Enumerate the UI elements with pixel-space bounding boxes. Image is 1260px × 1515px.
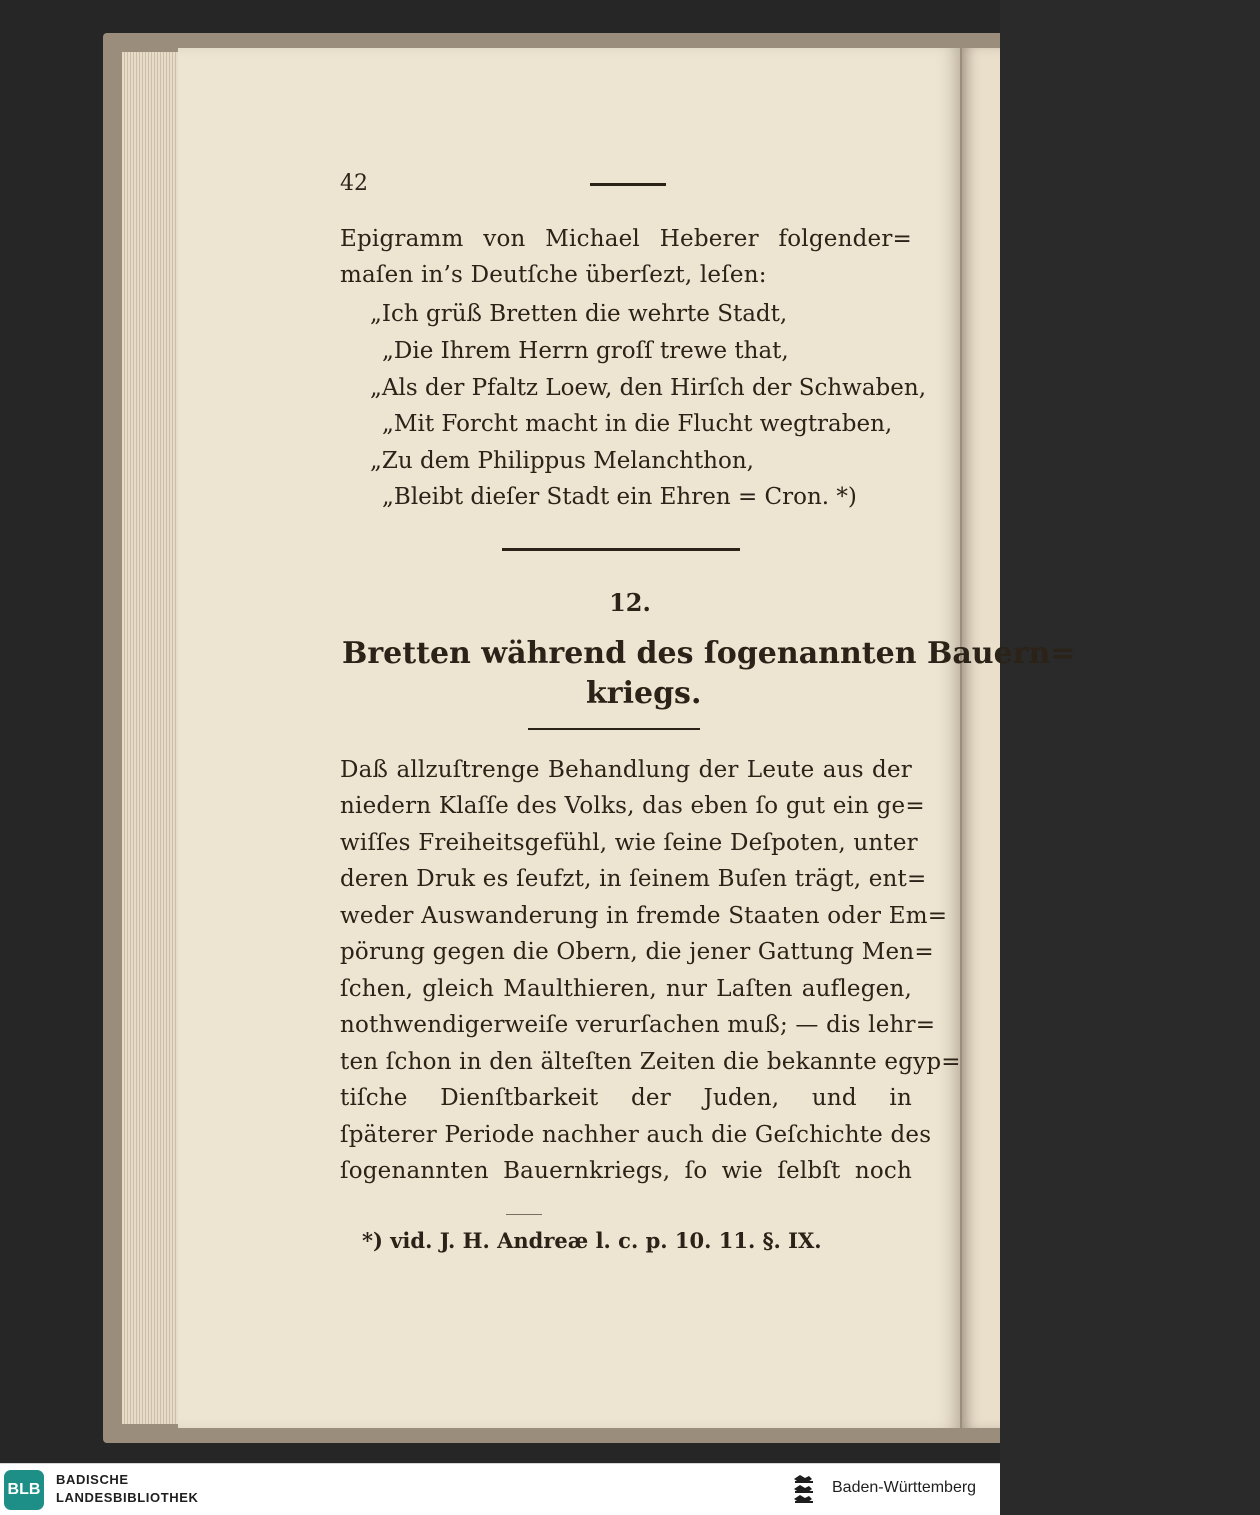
verse-line-6: „Bleibt dieſer Stadt ein Ehren = Cron. *): [382, 484, 857, 510]
state-name[interactable]: Baden-Württemberg: [832, 1479, 977, 1496]
body-line-6: pörung gegen die Obern, die jener Gattung Men=: [340, 939, 934, 965]
section-title-line-1: Bretten während des ſogenannten Bauern=: [342, 636, 1076, 671]
viewer-footer: [0, 1463, 1000, 1515]
body-line-1: Daß allzuſtrenge Behandlung der Leute aus der: [340, 757, 912, 783]
section-title-line-2: kriegs.: [586, 676, 702, 711]
blb-logo[interactable]: BLB: [4, 1470, 44, 1510]
footnote: *) vid. J. H. Andreæ l. c. p. 10. 11. §. IX.: [362, 1228, 822, 1253]
body-line-11: ſpäterer Periode nachher auch die Geſchichte des: [340, 1122, 932, 1148]
body-line-4: deren Druk es ſeufzt, in ſeinem Buſen trägt, ent=: [340, 866, 927, 892]
facing-page-edge: [962, 48, 1000, 1428]
book-page: [178, 48, 960, 1428]
header-rule: [590, 183, 666, 186]
section-number: 12.: [609, 588, 651, 617]
footnote-separator: [506, 1214, 542, 1215]
library-name-line-2: LANDESBIBLIOTHEK: [56, 1490, 199, 1505]
epigram-line-1: Epigramm von Michael Heberer folgender=: [340, 226, 912, 252]
body-line-2: niedern Klaſſe des Volks, das eben ſo gut ein ge=: [340, 793, 925, 819]
body-line-8: nothwendigerweiſe verurſachen muß; — dis lehr=: [340, 1012, 936, 1038]
verse-line-4: „Mit Forcht macht in die Flucht wegtraben,: [382, 411, 893, 437]
body-line-7: ſchen, gleich Maulthieren, nur Laſten auflegen,: [340, 976, 912, 1002]
library-name-line-1: BADISCHE: [56, 1472, 129, 1487]
epigram-line-2: maſen in’s Deutſche überſezt, leſen:: [340, 262, 767, 288]
body-line-9: ten ſchon in den älteſten Zeiten die bekannte egyp=: [340, 1049, 961, 1075]
body-line-3: wiſſes Freiheitsgefühl, wie ſeine Deſpoten, unter: [340, 830, 918, 856]
section-divider-bottom: [528, 728, 700, 730]
body-line-12: ſogenannten Bauernkriegs, ſo wie ſelbſt noch: [340, 1158, 912, 1184]
verse-line-2: „Die Ihrem Herrn groſſ trewe that,: [382, 338, 789, 364]
body-line-10: tiſche Dienſtbarkeit der Juden, und in: [340, 1085, 912, 1111]
baden-wuerttemberg-lions-icon: [790, 1472, 826, 1508]
verse-line-3: „Als der Pfaltz Loew, den Hirſch der Schwaben,: [370, 375, 927, 401]
section-divider-top: [502, 548, 740, 551]
verse-line-1: „Ich grüß Bretten die wehrte Stadt,: [370, 301, 788, 327]
page-number: 42: [340, 171, 368, 196]
verse-line-5: „Zu dem Philippus Melanchthon,: [370, 448, 754, 474]
body-line-5: weder Auswanderung in fremde Staaten oder Em=: [340, 903, 948, 929]
